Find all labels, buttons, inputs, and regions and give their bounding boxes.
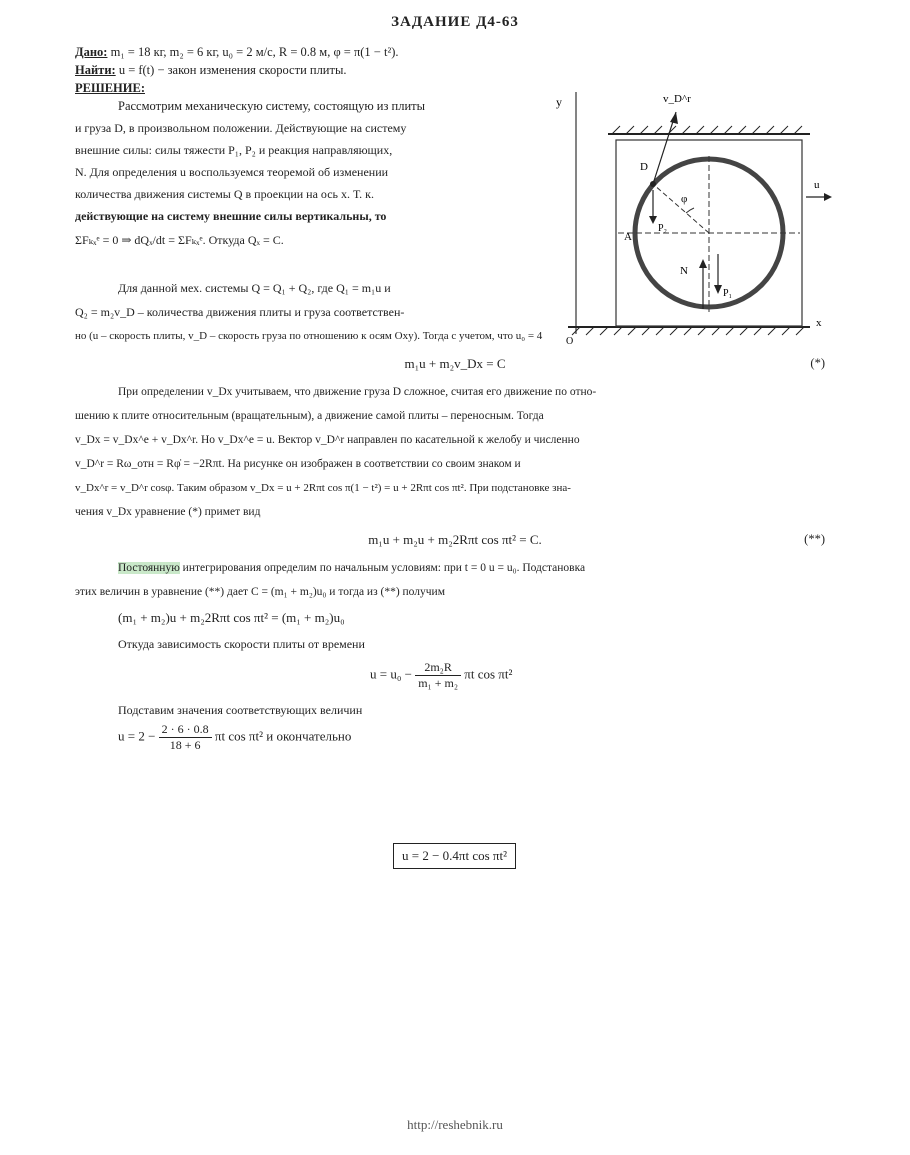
p1-line: Рассмотрим механическую систему, состоящую из плиты	[118, 99, 426, 113]
bottom-hatching	[572, 327, 804, 335]
p4-line: этих величин в уравнение (**) дает C = (m₁ + m₂)u₀ и тогда из (**) получим	[75, 586, 445, 598]
p3-line: шению к плите относительным (вращательным), а движение самой плиты – переносным. Тогда	[75, 410, 544, 422]
label-origin: O	[566, 336, 574, 347]
equation-1-number: (*)	[810, 356, 825, 370]
p2-line: Для данной мех. системы Q = Q₁ + Q₂, где Q₁ = m₁u и	[118, 281, 391, 295]
u-arrowhead	[824, 193, 832, 201]
label-y: y	[556, 95, 562, 109]
label-a: A	[624, 231, 632, 243]
label-u: u	[814, 179, 820, 191]
p4-text: интегрирования определим по начальным условиям: при t = 0 u = u₀. Подстановка	[182, 562, 586, 574]
p3-line: v_Dx^r = v_D^r cosφ. Таким образом v_Dx = u + 2Rπt cos π(1 − t²) = u + 2Rπt cos πt². При подстановке зна-	[75, 482, 571, 494]
eq5-left: u = 2 −	[118, 728, 156, 744]
label-n: N	[680, 265, 688, 277]
mechanism-figure	[548, 84, 838, 354]
p3-line: v_Dx = v_Dx^e + v_Dx^r. Но v_Dx^e = u. Вектор v_D^r направлен по касательной к желобу и численно	[75, 434, 580, 446]
label-d: D	[640, 161, 648, 173]
p2-line: Q₂ = m₂v_D – количества движения плиты и груза соответствен-	[75, 305, 405, 319]
p6-line: Подставим значения соответствующих величин	[118, 703, 363, 717]
label-p1: P₁	[723, 288, 733, 299]
find-label: Найти:	[75, 63, 116, 77]
equation-2-number: (**)	[804, 532, 825, 546]
eq4-numerator: 2m₂R	[415, 660, 461, 676]
p3-line: чения v_Dx уравнение (*) примет вид	[75, 506, 261, 518]
top-hatching	[612, 126, 802, 134]
equation-2: m₁u + m₂u + m₂2Rπt cos πt² = C.	[368, 532, 542, 547]
p4-line	[118, 560, 585, 576]
eq5-right: πt cos πt² и окончательно	[214, 728, 352, 744]
final-answer-box: u = 2 − 0.4πt cos πt²	[393, 843, 516, 869]
eq4-right: πt cos πt²	[464, 666, 513, 682]
find-text: u = f(t) − закон изменения скорости плиты.	[118, 63, 347, 77]
vdr-arrowhead	[670, 112, 678, 124]
p3-line: v_D^r = Rω_отн = Rφ̇ = −2Rπt. На рисунке он изображен в соответствии со своим знаком и	[75, 458, 521, 470]
p3-line: При определении v_Dx учитываем, что движение груза D сложное, считая его движение по отно-	[118, 386, 597, 398]
eq5-fraction	[159, 722, 212, 753]
p2-line: но (u – скорость плиты, v_D – скорость груза по отношению к осям Oxy). Тогда с учетом, что u₀ = 4	[75, 330, 543, 342]
solution-heading	[75, 80, 145, 96]
angle-arc	[686, 208, 694, 213]
p1-line: и груза D, в произвольном положении. Действующие на систему	[75, 121, 407, 135]
p1-line: ΣFₖₓᵉ = 0 ⇒ dQₓ/dt = ΣFₖₓᵉ. Откуда Qₓ = C.	[75, 233, 284, 247]
eq5-denominator: 18 + 6	[169, 738, 201, 752]
p1-line: внешние силы: силы тяжести P₁, P₂ и реакция направляющих,	[75, 143, 393, 157]
p2-arrowhead	[649, 216, 657, 224]
equation-1: m₁u + m₂v_Dx = C	[404, 356, 506, 371]
eq4-left: u = u₀ −	[370, 666, 412, 682]
eq4-denominator: m₁ + m₂	[418, 676, 459, 690]
footer-url[interactable]: http://reshebnik.ru	[407, 1117, 503, 1132]
p1-line: N. Для определения u воспользуемся теоремой об изменении	[75, 165, 389, 179]
label-vdr: v_D^r	[663, 93, 691, 105]
highlighted-word: Постоянную	[118, 562, 180, 574]
equation-4	[370, 660, 512, 691]
find-line	[75, 62, 347, 78]
eq4-fraction	[415, 660, 461, 691]
label-p2: P₂	[658, 223, 668, 234]
n-arrowhead	[699, 259, 707, 268]
equation-3: (m₁ + m₂)u + m₂2Rπt cos πt² = (m₁ + m₂)u₀	[118, 610, 345, 625]
p1-line: действующие на систему внешние силы вертикальны, то	[75, 209, 387, 223]
equation-5	[118, 722, 351, 753]
eq5-numerator: 2 · 6 · 0.8	[159, 722, 212, 738]
p5-line: Откуда зависимость скорости плиты от времени	[118, 637, 365, 651]
given-text: m₁ = 18 кг, m₂ = 6 кг, u₀ = 2 м/с, R = 0.8 м, φ = π(1 − t²).	[110, 45, 399, 59]
label-x: x	[816, 317, 822, 329]
given-line	[75, 44, 399, 60]
solution-label: РЕШЕНИЕ:	[75, 81, 145, 95]
p1-arrowhead	[714, 285, 722, 294]
p1-line: количества движения системы Q в проекции на ось x. Т. к.	[75, 187, 374, 201]
label-phi: φ	[681, 193, 688, 205]
page-title: ЗАДАНИЕ Д4-63	[391, 14, 519, 30]
given-label: Дано:	[75, 45, 108, 59]
